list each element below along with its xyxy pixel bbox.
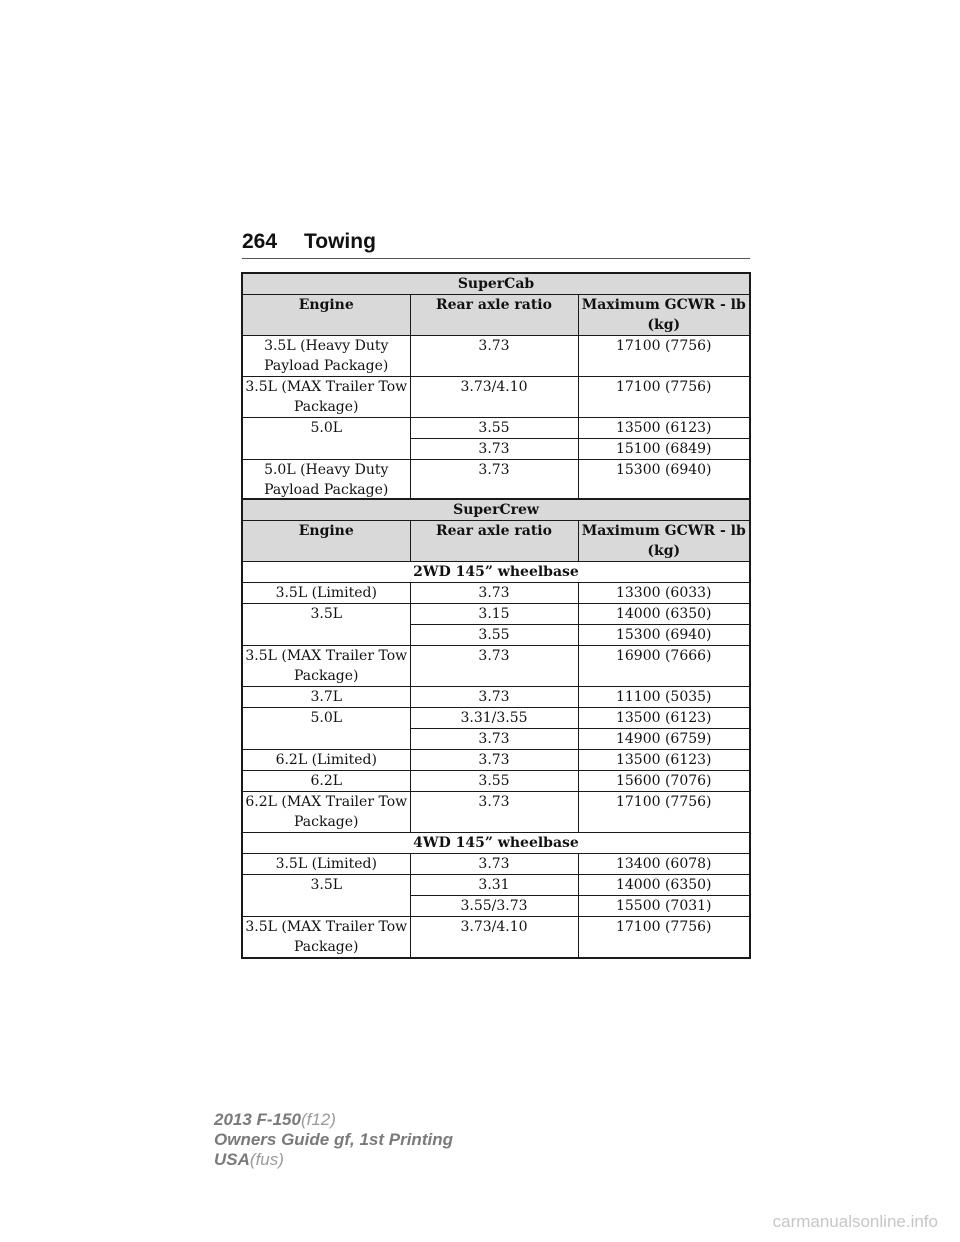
wheelbase-label: 2WD 145” wheelbase [242,562,750,583]
gcwr-cell: 17100 (7756) [578,336,750,377]
engine-cell: 3.5L (Limited) [242,583,410,604]
header-rule [242,258,750,259]
footer-model: 2013 F-150 [214,1110,301,1129]
table-row [242,771,750,792]
ratio-cell: 3.73 [410,460,578,502]
table-row [242,687,750,708]
engine-cell: 6.2L [242,771,410,792]
gcwr-cell: 17100 (7756) [578,377,750,418]
table-row [242,917,750,959]
engine-cell [242,439,410,460]
gcwr-cell: 14000 (6350) [578,875,750,896]
table-row [242,377,750,418]
table-row [242,336,750,377]
gcwr-cell: 15300 (6940) [578,460,750,502]
wheelbase-group-row [242,562,750,583]
table-row [242,708,750,729]
footer-market: USA [214,1150,250,1169]
footer-model-code: (f12) [300,1110,336,1129]
engine-cell: 3.5L (Heavy Duty Payload Package) [242,336,410,377]
engine-cell: 3.5L (MAX Trailer Tow Package) [242,377,410,418]
ratio-cell: 3.73 [410,687,578,708]
gcwr-cell: 17100 (7756) [578,917,750,959]
engine-cell: 3.5L (MAX Trailer Tow Package) [242,646,410,687]
engine-cell: 3.5L (Limited) [242,854,410,875]
wheelbase-group-row [242,833,750,854]
table-row [242,460,750,502]
footer-guide: Owners Guide gf, 1st Printing [214,1130,453,1149]
table-row [242,418,750,439]
ratio-cell: 3.73 [410,750,578,771]
engine-cell: 6.2L (Limited) [242,750,410,771]
gcwr-cell: 17100 (7756) [578,792,750,833]
ratio-cell: 3.73/4.10 [410,377,578,418]
ratio-cell: 3.73 [410,336,578,377]
gcwr-cell: 11100 (5035) [578,687,750,708]
gcwr-cell: 15600 (7076) [578,771,750,792]
ratio-cell: 3.55 [410,771,578,792]
gcwr-cell: 16900 (7666) [578,646,750,687]
table-title-row [242,273,750,295]
ratio-cell: 3.73 [410,439,578,460]
table-header-row [242,295,750,336]
table-row [242,439,750,460]
wheelbase-label: 4WD 145” wheelbase [242,833,750,854]
gcwr-cell: 15300 (6940) [578,625,750,646]
column-header-ratio: Rear axle ratio [410,295,578,336]
supercab-table [241,272,751,502]
gcwr-cell: 13300 (6033) [578,583,750,604]
column-header-gcwr: Maximum GCWR - lb (kg) [578,521,750,562]
engine-cell: 5.0L [242,708,410,729]
table-row [242,729,750,750]
column-header-ratio: Rear axle ratio [410,521,578,562]
gcwr-cell: 13500 (6123) [578,708,750,729]
engine-cell: 3.7L [242,687,410,708]
gcwr-cell: 13500 (6123) [578,750,750,771]
engine-cell [242,729,410,750]
engine-cell: 3.5L (MAX Trailer Tow Package) [242,917,410,959]
engine-cell: 5.0L [242,418,410,439]
table-row [242,604,750,625]
ratio-cell: 3.73 [410,583,578,604]
gcwr-cell: 14000 (6350) [578,604,750,625]
table-row [242,875,750,896]
engine-cell [242,896,410,917]
ratio-cell: 3.31 [410,875,578,896]
footer-line-guide [214,1130,453,1150]
page-number: 264 [242,230,278,253]
ratio-cell: 3.73 [410,854,578,875]
ratio-cell: 3.55 [410,418,578,439]
gcwr-cell: 15500 (7031) [578,896,750,917]
ratio-cell: 3.55 [410,625,578,646]
table-row [242,896,750,917]
watermark: carmanualsonline.info [772,1212,938,1231]
engine-cell: 3.5L [242,604,410,625]
gcwr-cell: 13500 (6123) [578,418,750,439]
footer-line-model [214,1110,453,1130]
ratio-cell: 3.15 [410,604,578,625]
gcwr-cell: 13400 (6078) [578,854,750,875]
page-header [242,230,750,260]
table-row [242,792,750,833]
table-title: SuperCab [242,273,750,295]
footer-line-market [214,1150,453,1170]
column-header-gcwr: Maximum GCWR - lb (kg) [578,295,750,336]
engine-cell: 6.2L (MAX Trailer Tow Package) [242,792,410,833]
ratio-cell: 3.55/3.73 [410,896,578,917]
table-header-row [242,521,750,562]
table-row [242,583,750,604]
column-header-engine: Engine [242,521,410,562]
supercrew-table [241,498,751,959]
print-footer [214,1110,453,1170]
gcwr-cell: 15100 (6849) [578,439,750,460]
engine-cell [242,625,410,646]
table-row [242,646,750,687]
table-title-row [242,499,750,521]
engine-cell: 5.0L (Heavy Duty Payload Package) [242,460,410,502]
table-row [242,750,750,771]
ratio-cell: 3.73 [410,729,578,750]
section-title: Towing [304,230,376,253]
ratio-cell: 3.31/3.55 [410,708,578,729]
ratio-cell: 3.73 [410,646,578,687]
ratio-cell: 3.73 [410,792,578,833]
table-row [242,854,750,875]
ratio-cell: 3.73/4.10 [410,917,578,959]
table-row [242,625,750,646]
table-title: SuperCrew [242,499,750,521]
gcwr-cell: 14900 (6759) [578,729,750,750]
column-header-engine: Engine [242,295,410,336]
footer-market-code: (fus) [249,1150,284,1169]
engine-cell: 3.5L [242,875,410,896]
